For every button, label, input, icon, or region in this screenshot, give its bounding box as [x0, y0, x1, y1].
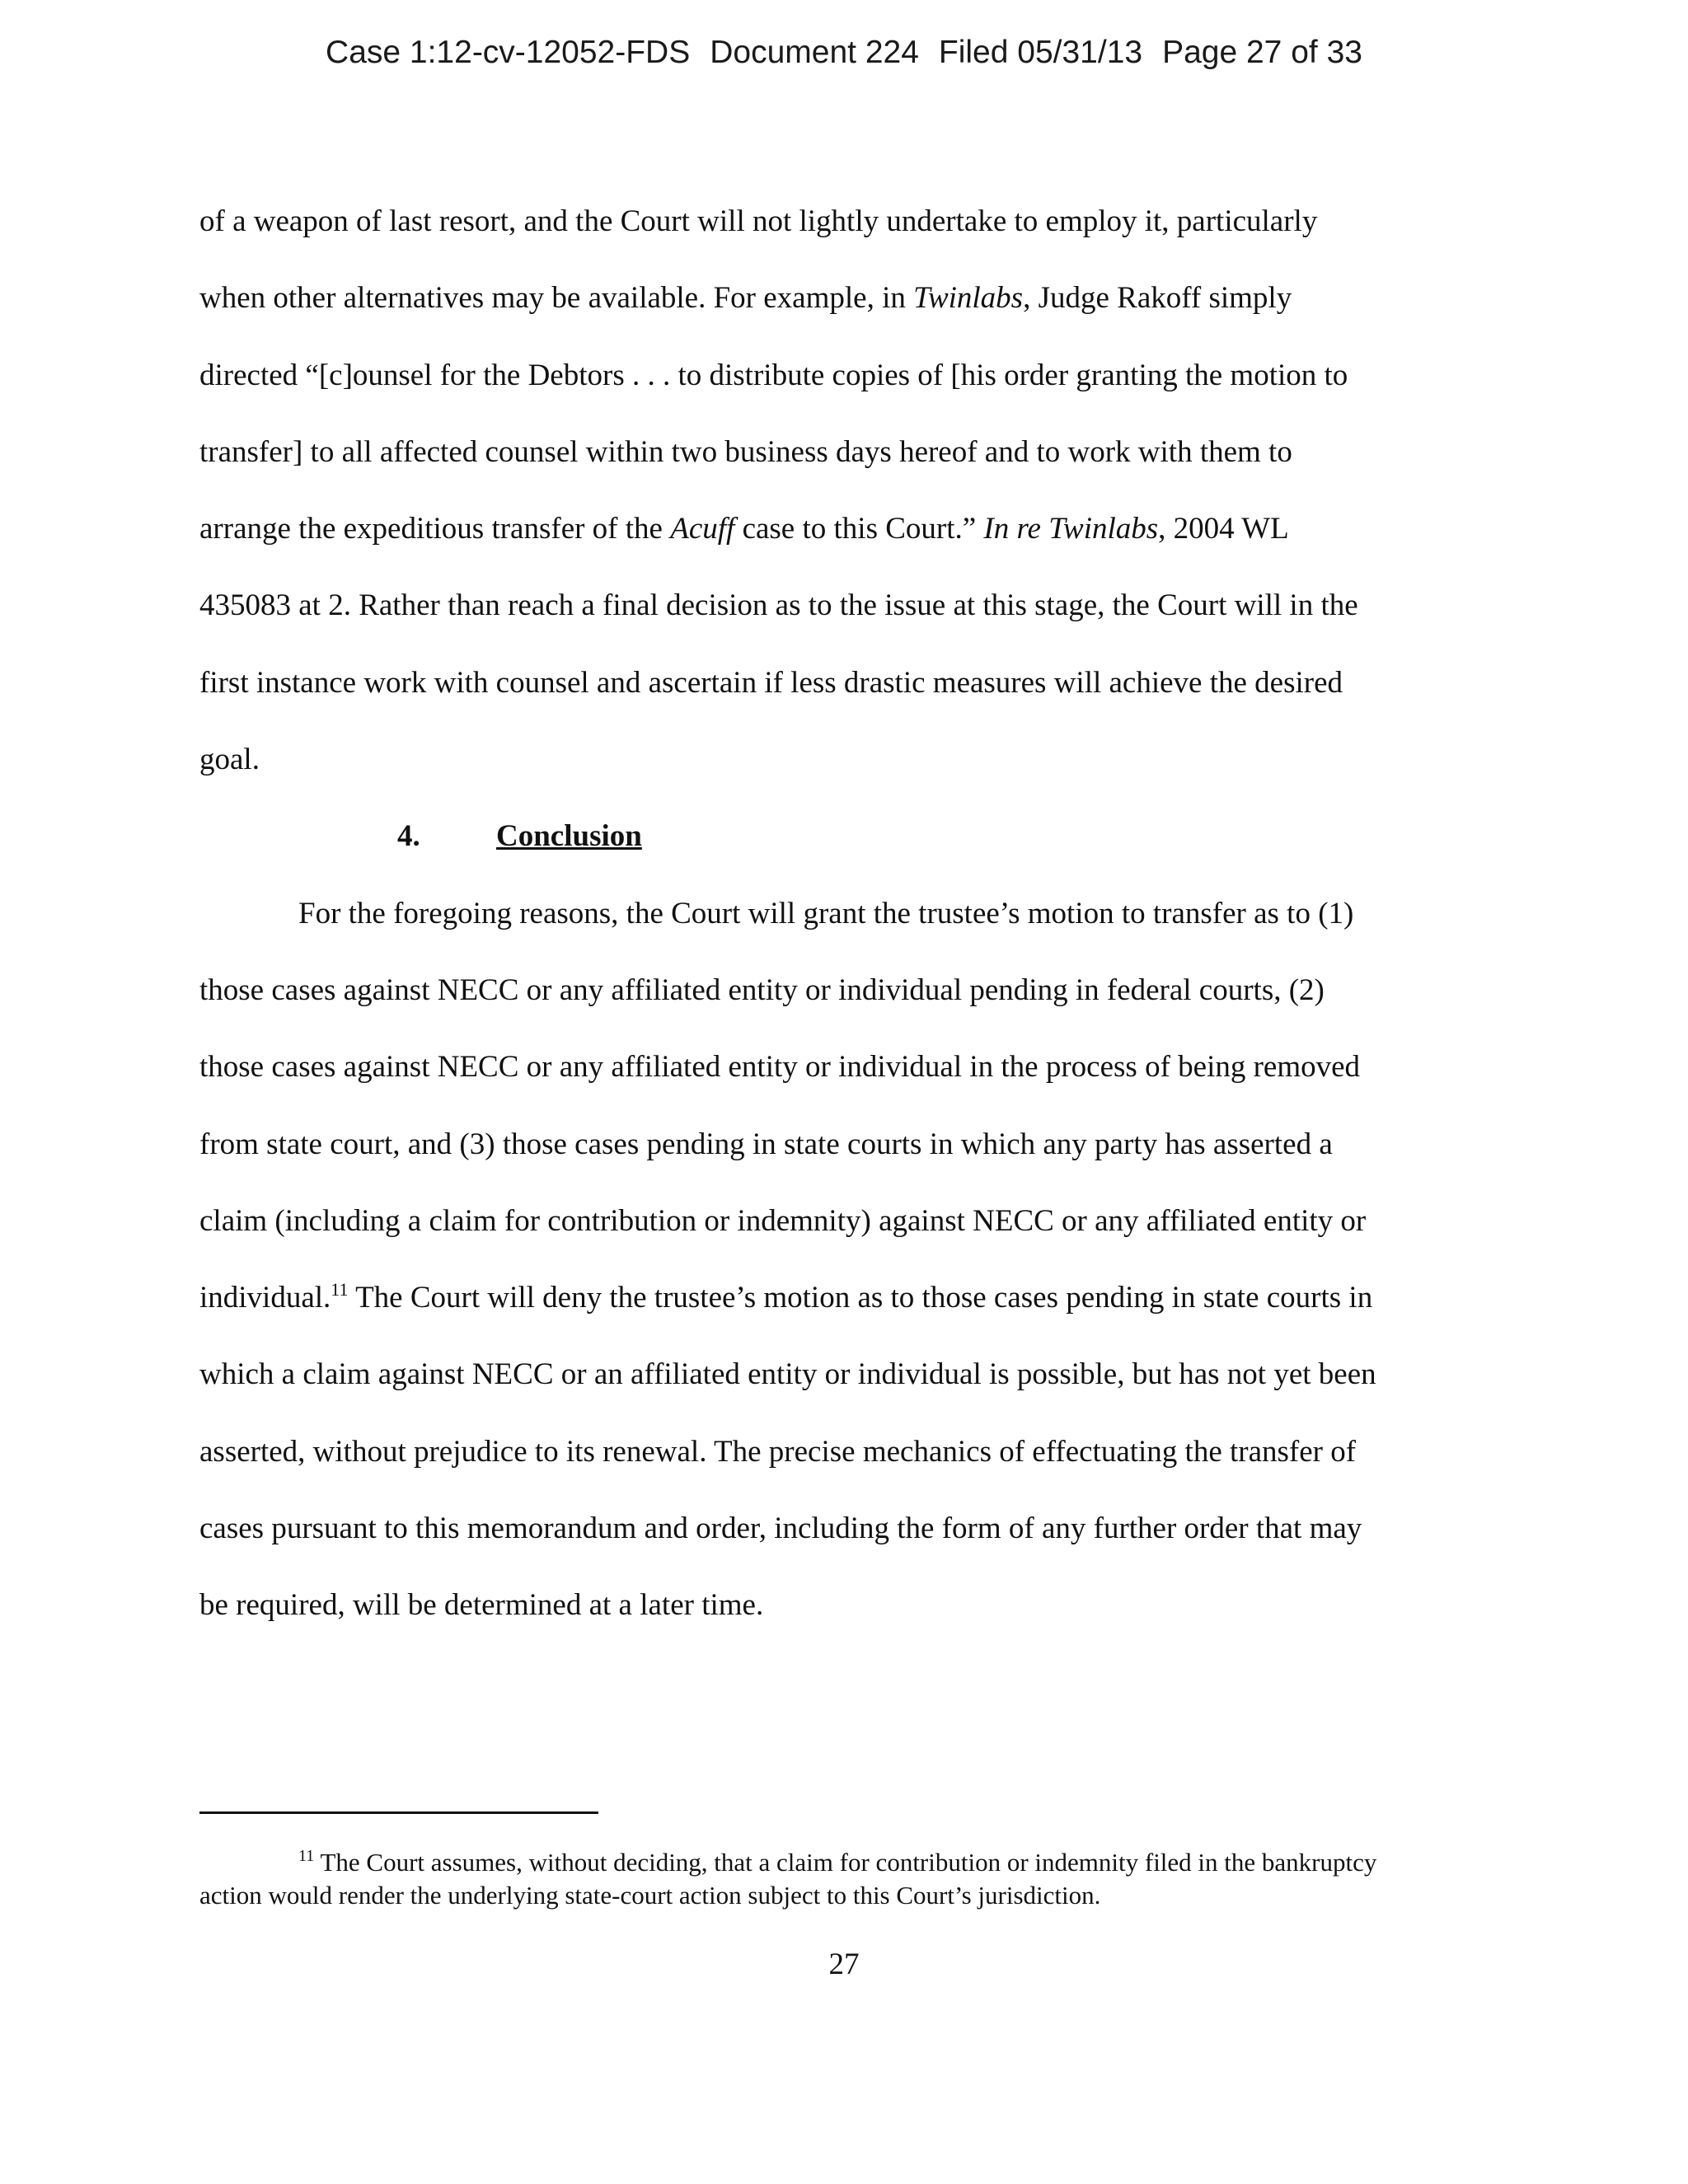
section-title: Conclusion: [496, 819, 642, 854]
case-number: Case 1:12-cv-12052-FDS: [326, 35, 691, 70]
section-number: 4.: [397, 819, 420, 854]
citation-in-re-twinlabs: In re Twinlabs: [983, 512, 1159, 546]
paragraph-2-line-10: be required, will be determined at a later time.: [199, 1588, 764, 1623]
footnote-divider: [199, 1811, 598, 1814]
paragraph-2-line-9: cases pursuant to this memorandum and order, including the form of any further order that may: [199, 1511, 1362, 1546]
paragraph-2-line-4: from state court, and (3) those cases pending in state courts in which any party has asserted a: [199, 1127, 1333, 1161]
footnote-line-1: $^{11}$ The Court assumes, without deciding, that a claim for contribution or indemnity filed in the bankruptcy: [298, 1847, 1377, 1877]
paragraph-2-line-7: which a claim against NECC or an affiliated entity or individual is possible, but has not yet been: [199, 1357, 1376, 1392]
paragraph-1-line-1: of a weapon of last resort, and the Court will not lightly undertake to employ it, particularly: [199, 204, 1318, 238]
paragraph-2-line-3: those cases against NECC or any affiliated entity or individual in the process of being removed: [199, 1050, 1361, 1085]
page-of-total: Page 27 of 33: [1162, 35, 1362, 70]
paragraph-2-line-1: For the foregoing reasons, the Court will grant the trustee’s motion to transfer as to (1): [298, 896, 1354, 930]
paragraph-1-line-8: goal.: [199, 743, 260, 777]
paragraph-1-line-3: directed “[c]ounsel for the Debtors . . . to distribute copies of [his order granting the motion to: [199, 358, 1348, 392]
paragraph-1-line-7: first instance work with counsel and ascertain if less drastic measures will achieve the desired: [199, 665, 1343, 700]
paragraph-1-line-5: arrange the expeditious transfer of the Acuff case to this Court.” In re Twinlabs, 2004 WL: [199, 512, 1289, 546]
document-number: Document 224: [710, 35, 919, 70]
footnote-reference[interactable]: 11: [331, 1279, 349, 1301]
paragraph-2-line-8: asserted, without prejudice to its renewal. The precise mechanics of effectuating the transfer of: [199, 1434, 1357, 1469]
main-text: [199, 183, 1495, 1644]
paragraph-1-line-2: when other alternatives may be available. For example, in Twinlabs, Judge Rakoff simply: [199, 281, 1292, 316]
case-name-acuff: Acuff: [670, 512, 735, 546]
paragraph-2-line-6: individual.$^{11}$ The Court will deny the trustee’s motion as to those cases pending in state courts in: [199, 1279, 1373, 1315]
paragraph-2-line-2: those cases against NECC or any affiliated entity or individual pending in federal courts, (2): [199, 972, 1325, 1007]
footnote: [199, 1846, 1495, 1912]
paragraph-1-line-6: 435083 at 2. Rather than reach a final decision as to the issue at this stage, the Court will in the: [199, 588, 1358, 623]
filing-header: [0, 35, 1688, 71]
page-number: 27: [828, 1947, 860, 1981]
section-heading: [199, 798, 1495, 874]
paragraph-1-line-4: transfer] to all affected counsel within two business days hereof and to work with them to: [199, 434, 1292, 469]
footnote-number: 11: [298, 1847, 315, 1865]
filed-date: Filed 05/31/13: [938, 35, 1143, 70]
case-name-twinlabs: Twinlabs: [913, 281, 1024, 316]
paragraph-2-line-5: claim (including a claim for contribution or indemnity) against NECC or any affiliated entity or: [199, 1203, 1367, 1238]
footnote-line-2: action would render the underlying state-court action subject to this Court’s jurisdiction.: [199, 1881, 1101, 1910]
